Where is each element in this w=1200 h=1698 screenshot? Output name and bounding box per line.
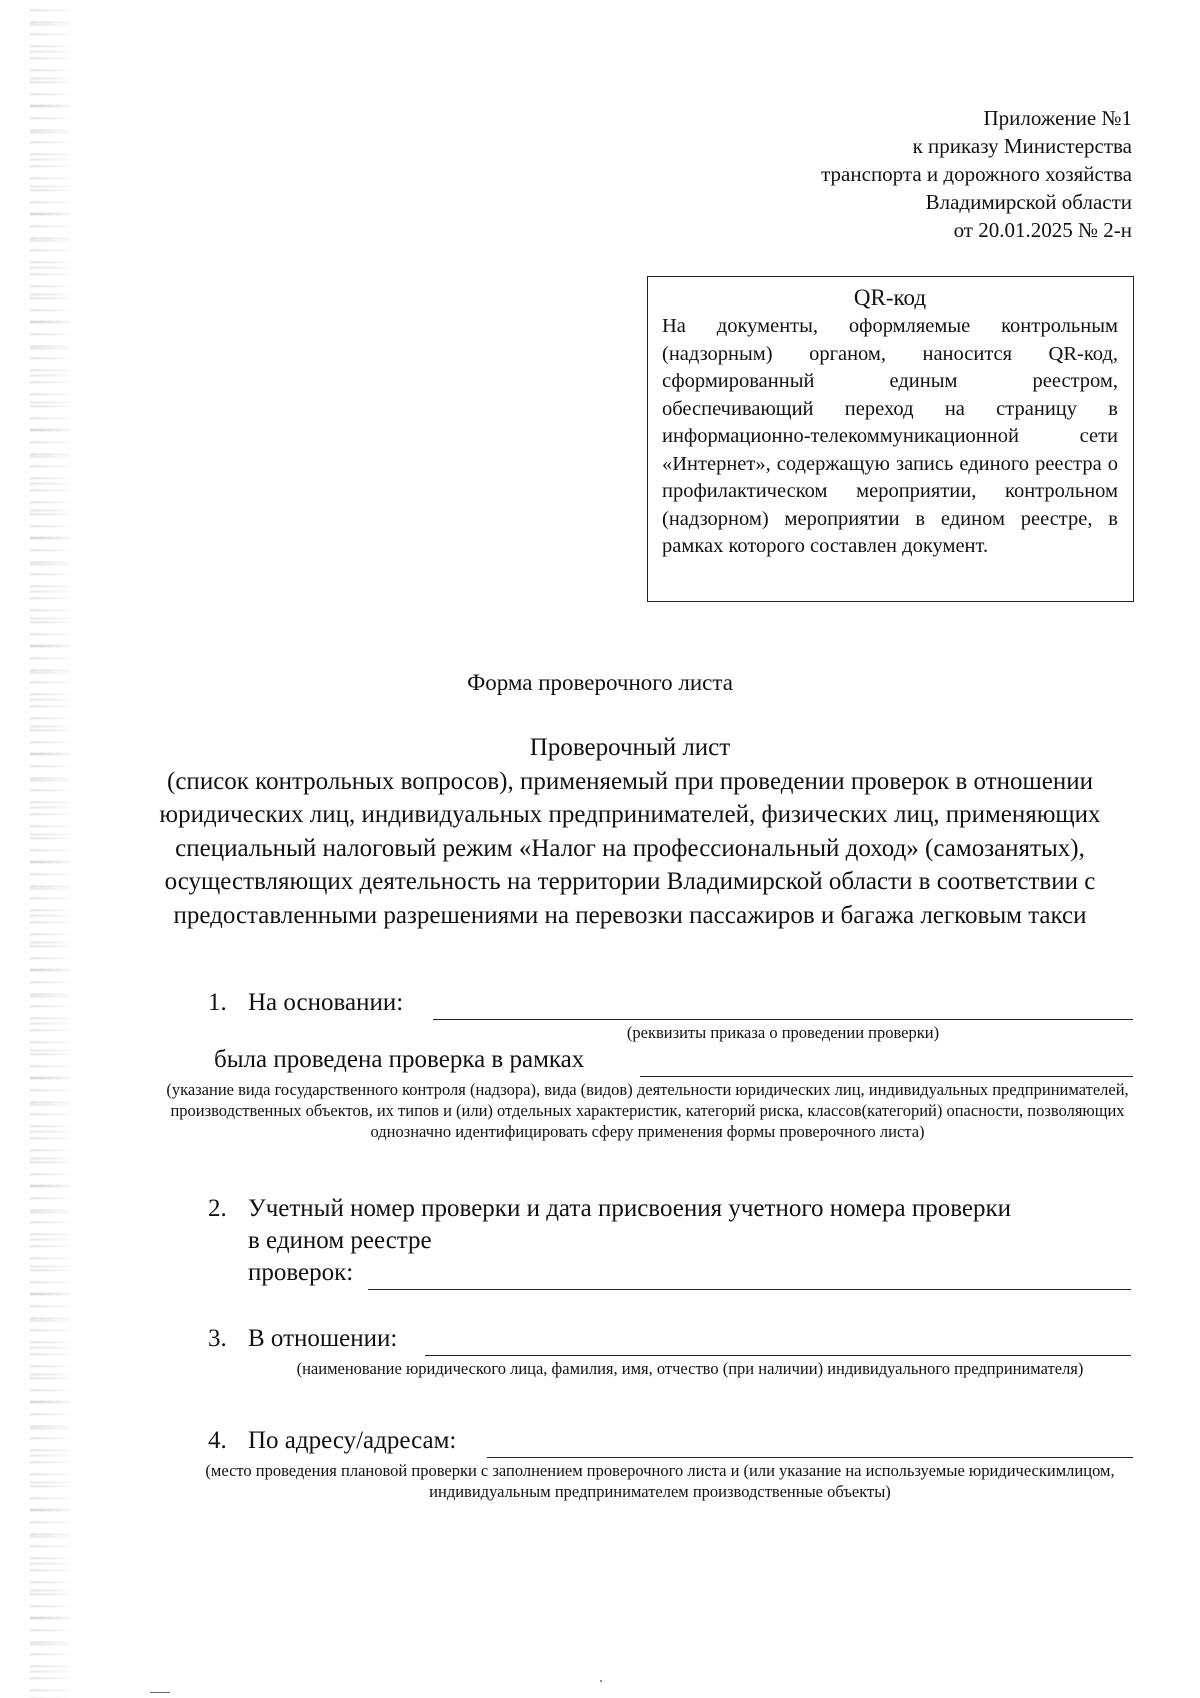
checklist-title-line1: Проверочный лист [529, 734, 731, 761]
item-1-number: 1. [208, 989, 227, 1016]
appendix-header [652, 104, 1132, 244]
appendix-line-4: Владимирской области [925, 190, 1132, 214]
item-1-sub-hint: (указание вида государственного контроля (надзора), вида (видов) деятельности юридических лиц, индивидуальных предпринимателей, производственных объектов, их типов и (или) отдельных характеристик, категорий риска, классов(категорий) опасности, позволяющих однозначно идентифицировать сферу применения формы проверочного листа) [166, 1080, 1129, 1141]
item-4-label: По адресу/адресам: [248, 1427, 457, 1454]
scan-dash [150, 1692, 170, 1693]
item-3-number: 3. [208, 1325, 227, 1352]
checklist-title [130, 731, 1130, 932]
item-1-sub-fill-line[interactable] [640, 1076, 1133, 1077]
item-4-fill-line[interactable] [487, 1457, 1133, 1458]
appendix-line-1: Приложение №1 [983, 106, 1132, 130]
appendix-line-2: к приказу Министерства [912, 134, 1132, 158]
item-2-label-line2: в едином реестре [248, 1227, 432, 1254]
item-2-label-line1: Учетный номер проверки и дата присвоения учетного номера проверки [248, 1195, 1012, 1222]
item-1-hint: (реквизиты приказа о проведении проверки) [626, 1023, 940, 1042]
item-2-label-line3: проверок: [248, 1259, 354, 1286]
appendix-line-5: от 20.01.2025 № 2-н [953, 218, 1132, 242]
item-4-number: 4. [208, 1427, 227, 1454]
qr-code-box [647, 276, 1134, 602]
qr-box-text: На документы, оформляемые контрольным (надзорным) органом, наносится QR-код, сформированный единым реестром, обеспечивающий переход на страницу в информационно-телекоммуникационной сети «Интернет», содержащую запись единого реестра о профилактическом мероприятии, контрольном (надзорном) мероприятии в едином реестре, в рамках которого составлен документ. [662, 315, 1118, 557]
item-4-hint: (место проведения плановой проверки с заполнением проверочного листа и (или указание на используемые юридическимлицом, индивидуальным предпринимателем производственные объекты) [205, 1461, 1115, 1501]
scan-dot [600, 1680, 602, 1682]
item-2-fill-line[interactable] [368, 1289, 1131, 1290]
item-1-sub-label: была проведена проверка в рамках [214, 1046, 585, 1073]
form-title: Форма проверочного листа [467, 670, 733, 695]
item-1-label: На основании: [248, 989, 404, 1016]
item-2-number: 2. [208, 1195, 227, 1222]
item-1-fill-line[interactable] [433, 1019, 1133, 1020]
item-3-fill-line[interactable] [425, 1355, 1131, 1356]
item-3-label: В отношении: [248, 1325, 398, 1352]
qr-box-title: QR-код [853, 285, 927, 310]
scan-edge-artifact [30, 0, 70, 1698]
checklist-title-body: (список контрольных вопросов), применяемый при проведении проверок в отношении юридических лиц, индивидуальных предпринимателей, физических лиц, применяющих специальный налоговый режим «Налог на профессиональный доход» (самозанятых), осуществляющих деятельность на территории Владимирской области в соответствии с предоставленными разрешениями на перевозки пассажиров и багажа легковым такси [159, 767, 1101, 929]
item-3-hint: (наименование юридического лица, фамилия, имя, отчество (при наличии) индивидуального предпринимателя) [296, 1359, 1084, 1378]
appendix-line-3: транспорта и дорожного хозяйства [821, 162, 1132, 186]
